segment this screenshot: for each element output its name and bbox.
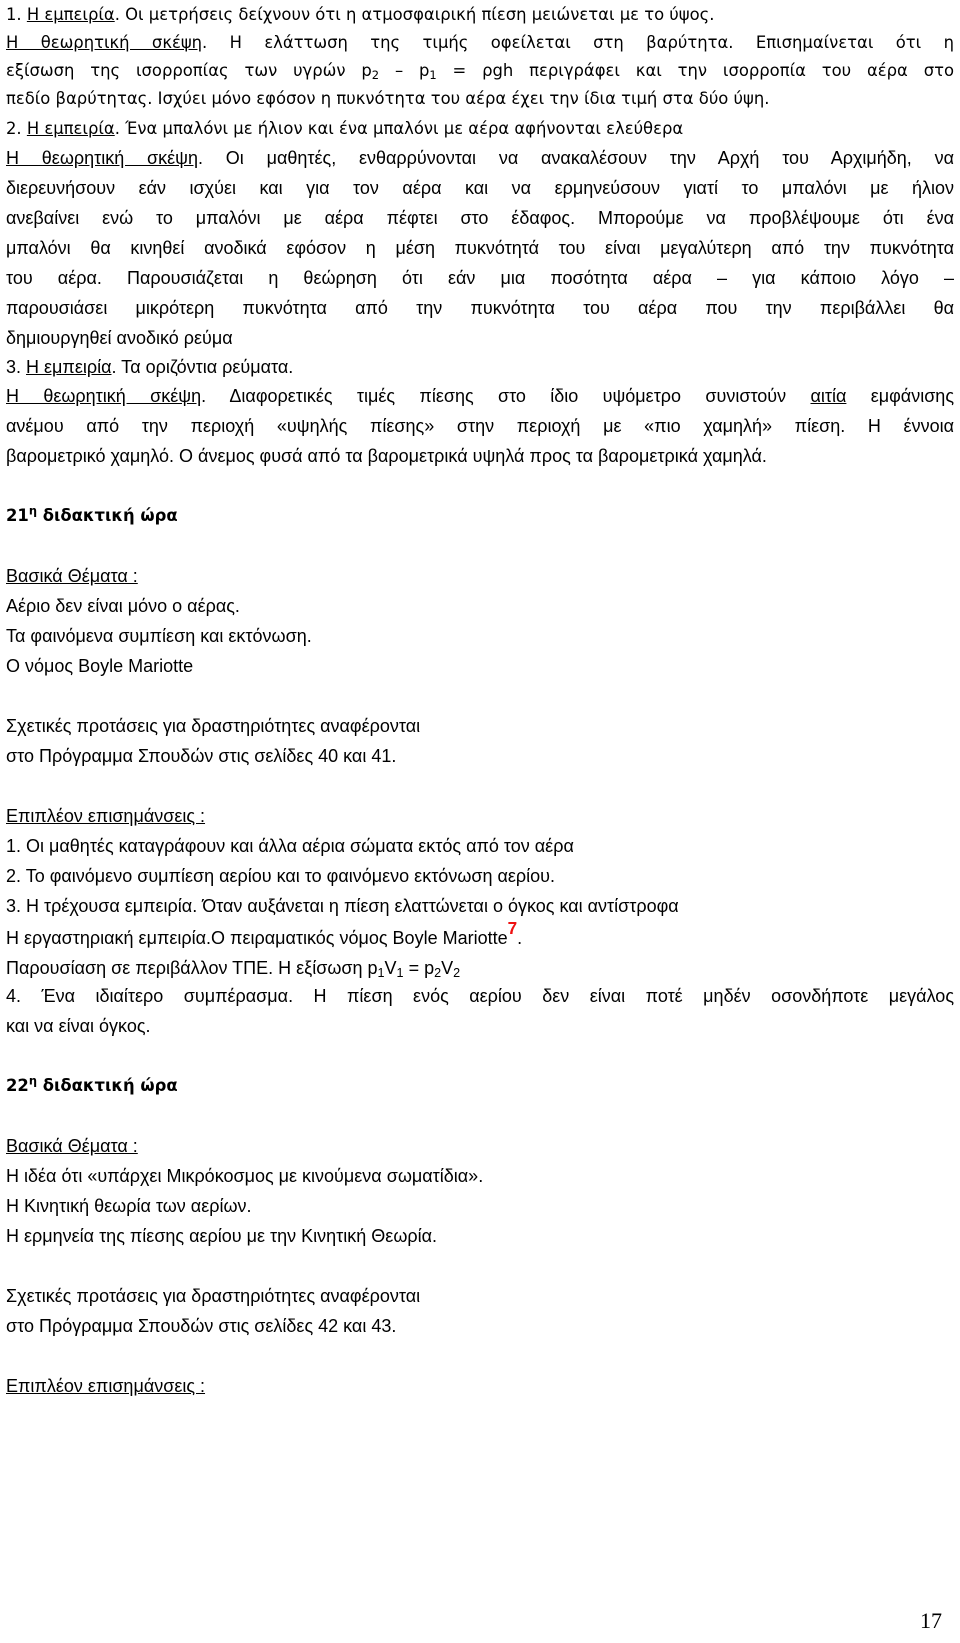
topic-line: Η Κινητική θεωρία των αερίων. [6,1196,252,1216]
item-1-line: 1. Η εμπειρία. Οι μετρήσεις δείχνουν ότι η ατμοσφαιρική πίεση μειώνεται με το ύψος. [6,5,715,24]
basic-topics-label: Βασικά Θέματα : [6,566,138,586]
topic-line: Ο νόμος Boyle Mariotte [6,656,194,676]
note-line: και να είναι όγκος. [6,1016,151,1036]
note-line: Η εργαστηριακή εμπειρία.Ο πειραματικός νόμος Boyle Mariotte7. [6,918,523,948]
experience-label: Η εμπειρία [26,119,115,138]
extra-notes-label: Επιπλέον επισημάνσεις : [6,806,206,826]
text-line: παρουσιάσει μικρότερη πυκνότητα από την πυκνότητα του αέρα που την περιβάλλει θα [6,298,954,318]
text-line: βαρομετρικό χαμηλό. Ο άνεμος φυσά από τα βαρομετρικά υψηλά προς τα βαρομετρικά χαμηλά. [6,446,767,466]
activities-line: Σχετικές προτάσεις για δραστηριότητες αναφέρονται [6,716,421,736]
note-line: 2. Το φαινόμενο συμπίεση αερίου και το φαινόμενο εκτόνωση αερίου. [6,866,556,886]
note-line: 4. Ένα ιδιαίτερο συμπέρασμα. Η πίεση ενός αερίου δεν είναι ποτέ μηδέν οσονδήποτε μεγάλος [6,986,954,1006]
topic-line: Αέριο δεν είναι μόνο ο αέρας. [6,596,240,616]
text-line: ανεβαίνει ενώ το μπαλόνι με αέρα πέφτει στο έδαφος. Μπορούμε να προβλέψουμε ότι ένα [6,208,954,228]
topic-line: Η ιδέα ότι «υπάρχει Μικρόκοσμος με κινούμενα σωματίδια». [6,1166,484,1186]
page-number: 17 [920,1608,942,1633]
lesson-21-heading: $21^\eta$ διδακτική ώρα [6,503,178,525]
text-line: του αέρα. Παρουσιάζεται η θεώρηση ότι εάν μια ποσότητα αέρα – για κάποιο λόγο – [6,268,954,288]
text-line: Η θεωρητική σκέψη. Διαφορετικές τιμές πίεσης στο ίδιο υψόμετρο συνιστούν αιτία εμφάνισης [6,386,954,406]
text-line: πεδίο βαρύτητας. Ισχύει μόνο εφόσον η πυκνότητα του αέρα έχει την ίδια τιμή στα δύο ύψη. [6,89,770,108]
equation-line: Παρουσίαση σε περιβάλλον ΤΠΕ. Η εξίσωση $p_1V_1 = p_2V_2$ [6,958,461,981]
lesson-22-heading: $22^\eta$ διδακτική ώρα [6,1073,178,1095]
text-line: μπαλόνι θα κινηθεί ανοδικά εφόσον η μέση πυκνότητά του είναι μεγαλύτερη από την πυκνότητα [6,238,954,258]
text-line: Η θεωρητική σκέψη. Οι μαθητές, ενθαρρύνονται να ανακαλέσουν την Αρχή του Αρχιμήδη, να [6,148,955,168]
footnote-marker: 7 [507,918,518,938]
text-line: ανέμου από την περιοχή «υψηλής πίεσης» στην περιοχή με «πιο χαμηλή» πίεση. Η έννοια [6,416,954,436]
basic-topics-label: Βασικά Θέματα : [6,1136,138,1156]
experience-label: Η εμπειρία [26,5,115,24]
activities-line: Σχετικές προτάσεις για δραστηριότητες αναφέρονται [6,1286,421,1306]
topic-line: Τα φαινόμενα συμπίεση και εκτόνωση. [6,626,312,646]
item-2-line: 2. Η εμπειρία. Ένα μπαλόνι με ήλιον και ένα μπαλόνι με αέρα αφήνονται ελεύθερα [6,119,684,138]
text-line: δημιουργηθεί ανοδικό ρεύμα [6,328,233,348]
topic-line: Η ερμηνεία της πίεσης αερίου με την Κινητική Θεωρία. [6,1226,438,1246]
cause-word: αιτία [810,386,847,406]
note-line: 1. Οι μαθητές καταγράφουν και άλλα αέρια σώματα εκτός από τον αέρα [6,836,574,856]
extra-notes-label: Επιπλέον επισημάνσεις : [6,1376,206,1396]
theory-label: Η θεωρητική σκέψη [6,33,203,52]
theory-label: Η θεωρητική σκέψη [6,386,202,406]
experience-label: Η εμπειρία [26,357,112,377]
activities-line: στο Πρόγραμμα Σπουδών στις σελίδες 40 και 41. [6,746,397,766]
activities-line: στο Πρόγραμμα Σπουδών στις σελίδες 42 και 43. [6,1316,397,1336]
theory-label: Η θεωρητική σκέψη [6,148,199,168]
text-line: Η θεωρητική σκέψη. Η ελάττωση της τιμής οφείλεται στη βαρύτητα. Επισημαίνεται ότι η [6,33,954,52]
equation-line: εξίσωση της ισορροπίας των υγρών $p_2 - p_1 = \rho gh$ περιγράφει και την ισορροπία του αέρα στο [6,61,954,82]
item-3-line: 3. Η εμπειρία. Τα οριζόντια ρεύματα. [6,357,294,377]
note-line: 3. Η τρέχουσα εμπειρία. Όταν αυξάνεται η πίεση ελαττώνεται ο όγκος και αντίστροφα [6,896,679,916]
text-line: διερευνήσουν εάν ισχύει και για τον αέρα και να ερμηνεύσουν γιατί το μπαλόνι με ήλιον [6,178,954,198]
